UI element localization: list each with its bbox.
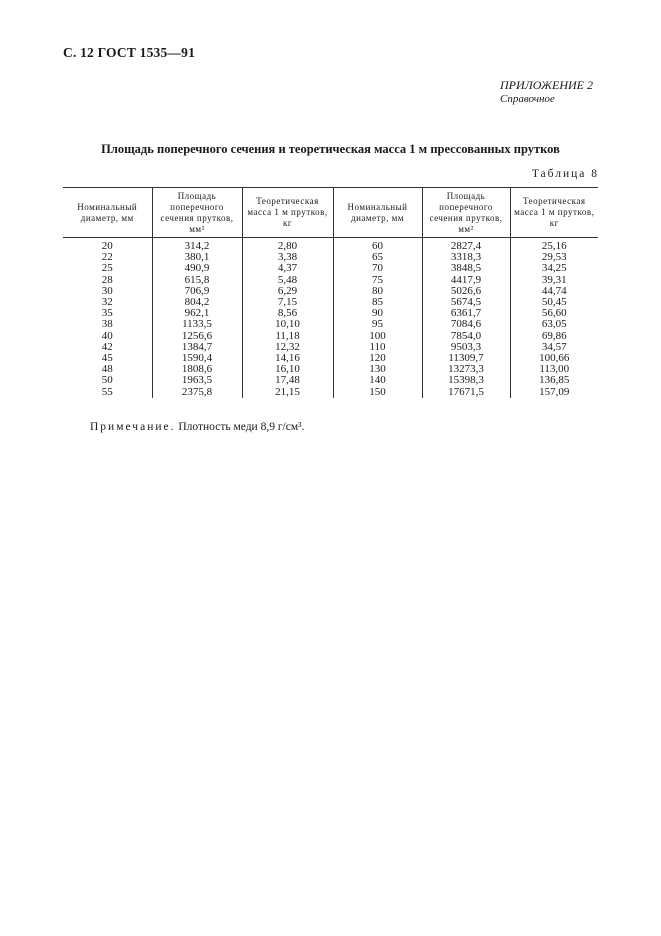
table-cell: 962,1 xyxy=(152,308,242,319)
table-cell: 13273,3 xyxy=(422,364,510,375)
table-cell: 12,32 xyxy=(242,342,333,353)
header-cell: Теоретическая масса 1 м прутков, кг xyxy=(510,188,598,238)
table-cell: 80 xyxy=(333,286,422,297)
table-cell: 25 xyxy=(101,262,113,275)
table-row xyxy=(63,331,598,342)
table-cell: 8,56 xyxy=(242,308,333,319)
table-cell: 16,10 xyxy=(242,364,333,375)
table-cell: 5674,5 xyxy=(422,297,510,308)
table-cell: 4417,9 xyxy=(422,275,510,286)
table-cell: 7084,6 xyxy=(422,319,510,330)
table-header-row xyxy=(63,188,598,238)
header-cell: Площадь поперечного сечения прутков, мм² xyxy=(422,188,510,238)
table-cell: 100 xyxy=(333,331,422,342)
table-cell: 1590,4 xyxy=(152,353,242,364)
table-cell: 75 xyxy=(333,275,422,286)
table-row xyxy=(63,387,598,398)
table-cell: 21,15 xyxy=(242,387,333,398)
table-cell: 38 xyxy=(101,318,113,331)
data-table xyxy=(63,187,598,398)
table-cell: 1384,7 xyxy=(152,342,242,353)
table-cell: 70 xyxy=(333,263,422,274)
table-cell: 5,48 xyxy=(242,275,333,286)
table-cell: 1256,6 xyxy=(152,331,242,342)
table-cell: 100,66 xyxy=(510,353,598,364)
table-cell: 55 xyxy=(101,385,113,398)
table-row xyxy=(63,375,598,386)
table-cell: 39,31 xyxy=(510,275,598,286)
table-cell: 3,38 xyxy=(242,252,333,263)
table-cell: 11309,7 xyxy=(422,353,510,364)
table-row xyxy=(63,308,598,319)
table-row xyxy=(63,319,598,330)
table-cell: 65 xyxy=(333,252,422,263)
table-cell: 120 xyxy=(333,353,422,364)
table-cell: 2827,4 xyxy=(422,238,510,253)
table-label: Таблица 8 xyxy=(531,168,599,180)
table-row xyxy=(63,364,598,375)
table-cell: 45 xyxy=(101,352,113,365)
table-cell: 42 xyxy=(101,340,113,353)
table-cell: 615,8 xyxy=(152,275,242,286)
table-row xyxy=(63,297,598,308)
header-cell: Площадь поперечного сечения прутков, мм² xyxy=(152,188,242,238)
table-cell: 30 xyxy=(101,284,113,297)
table-cell: 34,57 xyxy=(510,342,598,353)
table-cell: 90 xyxy=(333,308,422,319)
table-body xyxy=(63,238,598,398)
appendix-title: ПРИЛОЖЕНИЕ 2 xyxy=(500,78,593,92)
table-cell: 60 xyxy=(333,238,422,253)
table-cell: 50,45 xyxy=(510,297,598,308)
table-cell: 29,53 xyxy=(510,252,598,263)
table-cell: 22 xyxy=(101,251,113,264)
table-cell: 113,00 xyxy=(510,364,598,375)
header-cell: Теоретическая масса 1 м прутков, кг xyxy=(242,188,333,238)
table-cell: 380,1 xyxy=(152,252,242,263)
appendix-block xyxy=(500,78,593,106)
header-cell: Номинальный диаметр, мм xyxy=(63,188,152,238)
table-cell: 44,74 xyxy=(510,286,598,297)
table-cell: 140 xyxy=(333,375,422,386)
header-cell: Номинальный диаметр, мм xyxy=(333,188,422,238)
table-cell: 25,16 xyxy=(510,238,598,253)
table-cell: 110 xyxy=(333,342,422,353)
table-cell: 48 xyxy=(101,363,113,376)
table-cell: 15398,3 xyxy=(422,375,510,386)
table-cell: 157,09 xyxy=(510,387,598,398)
table-cell: 150 xyxy=(333,387,422,398)
table-cell: 85 xyxy=(333,297,422,308)
table-cell: 2375,8 xyxy=(152,387,242,398)
table-cell: 95 xyxy=(333,319,422,330)
table-cell: 804,2 xyxy=(152,297,242,308)
table-cell: 4,37 xyxy=(242,263,333,274)
table-cell: 7,15 xyxy=(242,297,333,308)
table-cell: 7854,0 xyxy=(422,331,510,342)
table-cell: 10,10 xyxy=(242,319,333,330)
table-cell: 9503,3 xyxy=(422,342,510,353)
table-cell: 6361,7 xyxy=(422,308,510,319)
table-cell: 28 xyxy=(101,273,113,286)
table-cell: 40 xyxy=(101,329,113,342)
table-cell: 314,2 xyxy=(152,238,242,253)
table-cell: 1963,5 xyxy=(152,375,242,386)
page-header: С. 12 ГОСТ 1535—91 xyxy=(63,45,196,60)
table-row xyxy=(63,342,598,353)
table-cell: 6,29 xyxy=(242,286,333,297)
table-cell: 490,9 xyxy=(152,263,242,274)
table-row xyxy=(63,252,598,263)
table-cell: 69,86 xyxy=(510,331,598,342)
table-cell: 11,18 xyxy=(242,331,333,342)
table-row xyxy=(63,286,598,297)
table-cell: 2,80 xyxy=(242,238,333,253)
table-cell: 32 xyxy=(101,296,113,309)
table-cell: 63,05 xyxy=(510,319,598,330)
table-cell: 136,85 xyxy=(510,375,598,386)
table-cell: 3848,5 xyxy=(422,263,510,274)
document-title: Площадь поперечного сечения и теоретическая масса 1 м прессованных прутков xyxy=(101,142,560,156)
table-cell: 50 xyxy=(101,374,113,387)
table-cell: 56,60 xyxy=(510,308,598,319)
table-cell: 20 xyxy=(101,240,113,252)
note-label: Примечание. xyxy=(90,421,176,433)
table-cell: 5026,6 xyxy=(422,286,510,297)
appendix-subtitle: Справочное xyxy=(500,93,555,105)
table-row xyxy=(63,353,598,364)
table-row xyxy=(63,275,598,286)
table-cell: 130 xyxy=(333,364,422,375)
table-cell: 17671,5 xyxy=(422,387,510,398)
table-cell: 1808,6 xyxy=(152,364,242,375)
note xyxy=(90,421,304,433)
table-cell: 3318,3 xyxy=(422,252,510,263)
table-cell: 706,9 xyxy=(152,286,242,297)
table-row xyxy=(63,238,598,253)
note-text: Плотность меди 8,9 г/см³. xyxy=(178,421,305,433)
table-row xyxy=(63,263,598,274)
table-cell: 35 xyxy=(101,307,113,320)
table-cell: 17,48 xyxy=(242,375,333,386)
table-cell: 14,16 xyxy=(242,353,333,364)
table-cell: 34,25 xyxy=(510,263,598,274)
table-cell: 1133,5 xyxy=(152,319,242,330)
